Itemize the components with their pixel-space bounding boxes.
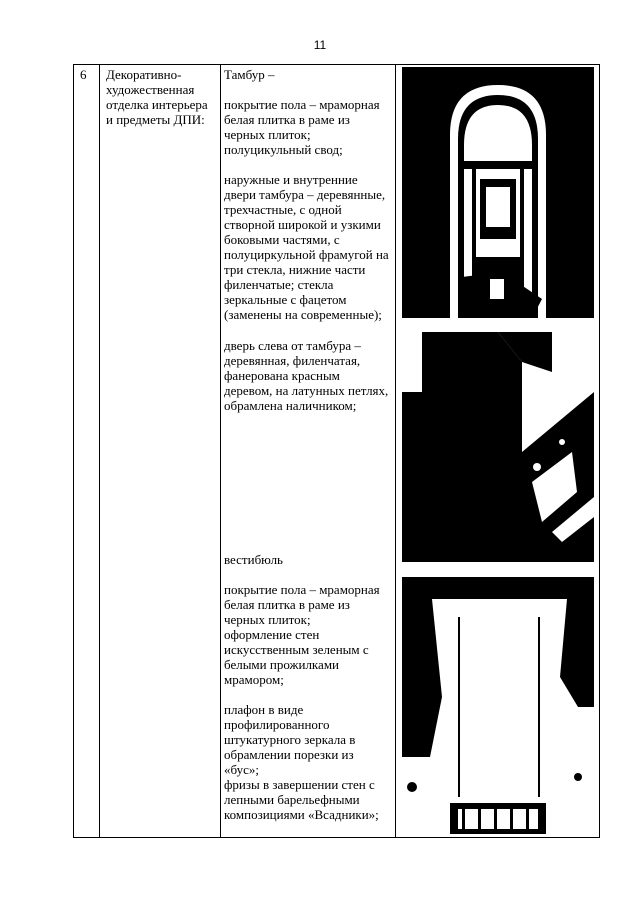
photo-vestibule-ceiling xyxy=(402,577,594,834)
description-line: черных плиток; xyxy=(224,127,311,142)
description-line: Тамбур – xyxy=(224,67,275,82)
description-line: покрытие пола – мраморная xyxy=(224,97,380,112)
column-divider-3 xyxy=(395,64,396,838)
vestibule-ceiling-friezes-text xyxy=(224,702,394,822)
row-description xyxy=(224,67,394,322)
description-line: три стекла, нижние части xyxy=(224,262,366,277)
description-line: трехчастные, с одной xyxy=(224,202,342,217)
description-line: створной широкой и узкими xyxy=(224,217,381,232)
description-line: штукатурного зеркала в xyxy=(224,732,356,747)
photo-left-door xyxy=(402,332,594,562)
description-line: обрамлена наличником; xyxy=(224,398,357,413)
category-line: художественная xyxy=(106,82,195,97)
photo-vestibule-door-arch xyxy=(402,67,594,318)
description-line: белыми прожилками xyxy=(224,657,340,672)
left-door-description xyxy=(224,338,394,413)
description-line: плафон в виде xyxy=(224,702,304,717)
description-line: двери тамбура – деревянные, xyxy=(224,187,386,202)
description-line: полуциркульной фрамугой на xyxy=(224,247,389,262)
table-border-left xyxy=(73,64,74,838)
vestibule-floor-walls-text xyxy=(224,582,394,687)
description-line: фризы в завершении стен с xyxy=(224,777,375,792)
description-line: полуцикульный свод; xyxy=(224,142,343,157)
description-line: дверь слева от тамбура – xyxy=(224,338,361,353)
table-border-right xyxy=(599,64,600,838)
description-line: деревянная, филенчатая, xyxy=(224,353,361,368)
column-divider-1 xyxy=(99,64,100,838)
tambour-doors-text xyxy=(224,172,394,322)
description-line: композициями «Всадники»; xyxy=(224,807,379,822)
description-line: белая плитка в раме из xyxy=(224,112,350,127)
category-line: Декоративно- xyxy=(106,67,182,82)
vestibule-heading xyxy=(224,552,394,567)
vestibule-description xyxy=(224,552,394,822)
description-line: филенчатые; стекла xyxy=(224,277,334,292)
description-line: зеркальные с фацетом xyxy=(224,292,347,307)
description-line: черных плиток; xyxy=(224,612,311,627)
description-line: боковыми частями, с xyxy=(224,232,340,247)
description-line: деревом, на латунных петлях, xyxy=(224,383,389,398)
row-number: 6 xyxy=(80,67,87,82)
description-line: обрамлении порезки из xyxy=(224,747,354,762)
description-line: мрамором; xyxy=(224,672,284,687)
description-line: «бус»; xyxy=(224,762,260,777)
description-line: фанерована красным xyxy=(224,368,340,383)
description-line: оформление стен xyxy=(224,627,320,642)
monument-features-table xyxy=(73,64,600,838)
description-line: белая плитка в раме из xyxy=(224,597,350,612)
page-number: 11 xyxy=(313,38,327,52)
tambour-floor-text xyxy=(224,97,394,157)
row-category xyxy=(106,67,218,127)
description-line: (заменены на современные); xyxy=(224,307,382,322)
description-line: вестибюль xyxy=(224,552,283,567)
description-line: покрытие пола – мраморная xyxy=(224,582,380,597)
description-line: профилированного xyxy=(224,717,330,732)
column-divider-2 xyxy=(220,64,221,838)
description-line: наружные и внутренние xyxy=(224,172,358,187)
category-line: и предметы ДПИ: xyxy=(106,112,205,127)
table-border-bottom xyxy=(73,837,600,838)
description-line: искусственным зеленым с xyxy=(224,642,369,657)
table-border-top xyxy=(73,64,600,65)
tambour-heading xyxy=(224,67,394,82)
category-line: отделка интерьера xyxy=(106,97,208,112)
description-line: лепными барельефными xyxy=(224,792,360,807)
left-door-text xyxy=(224,338,394,413)
